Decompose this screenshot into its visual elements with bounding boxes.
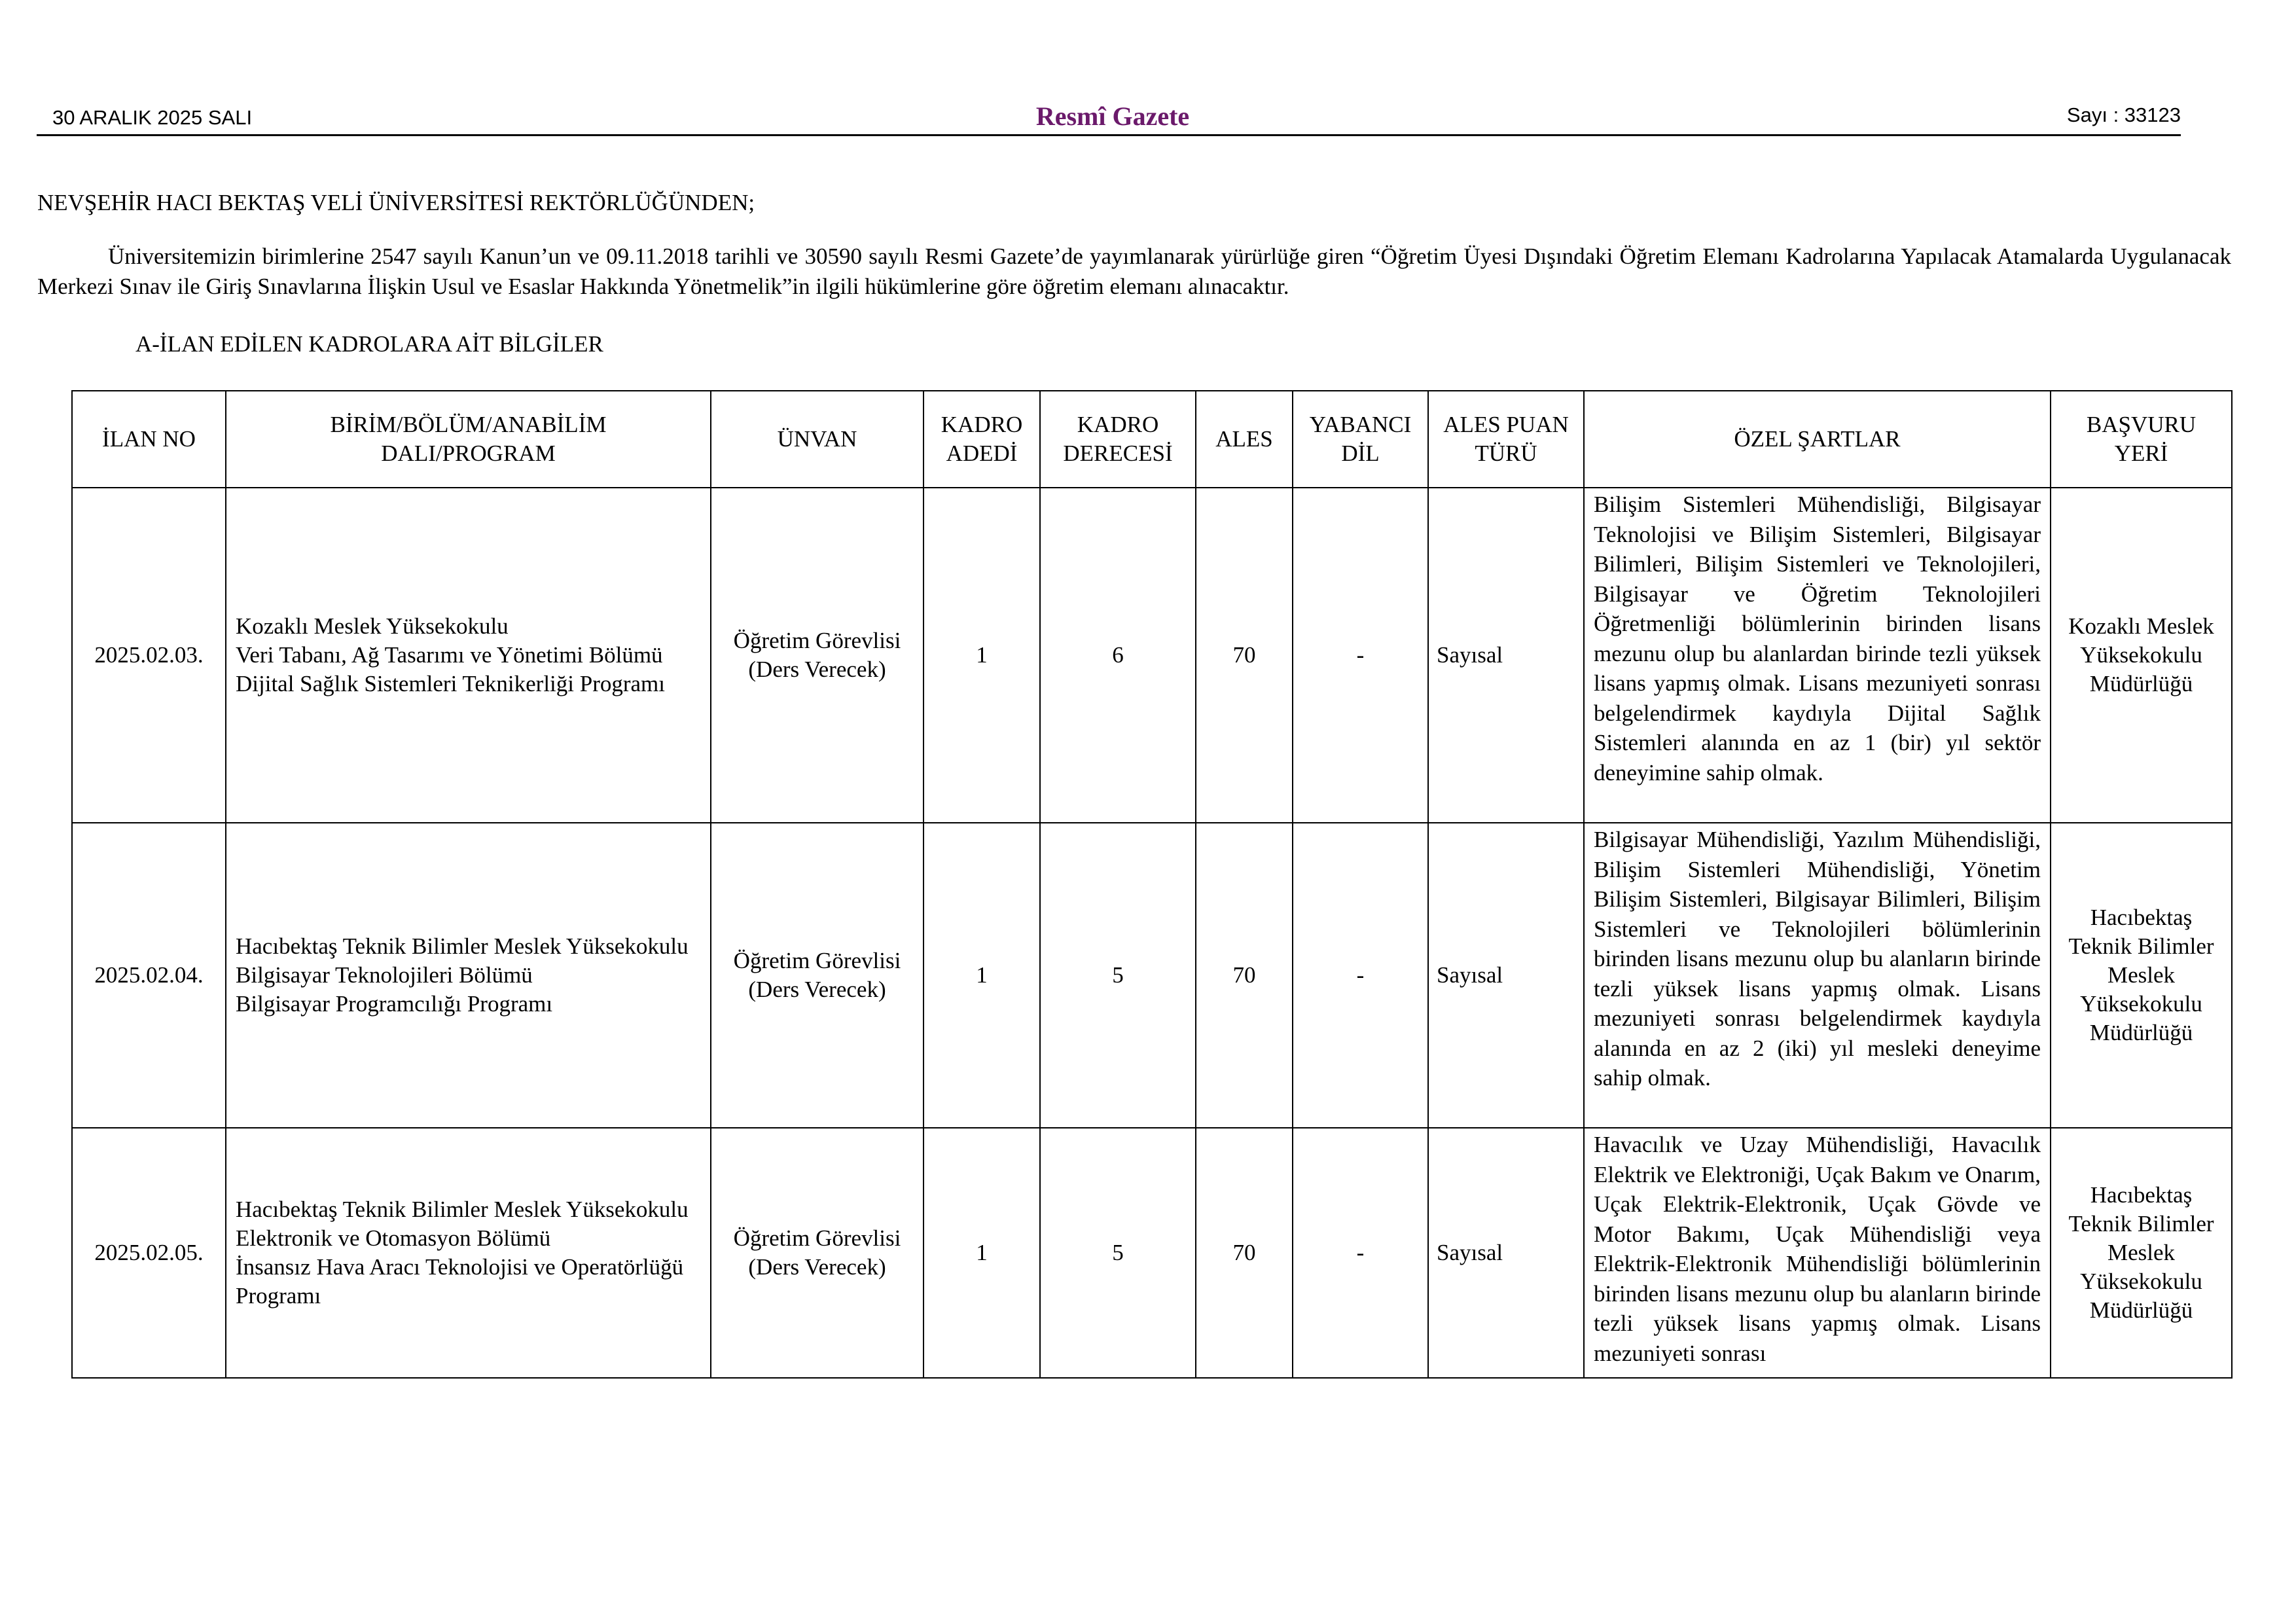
col-unvan: ÜNVAN	[711, 391, 924, 488]
cell-ales: 70	[1196, 1128, 1293, 1378]
header-title: Resmî Gazete	[1035, 101, 1190, 131]
cell-basvuru-yeri: Hacıbektaş Teknik Bilimler Meslek Yüksekokulu Müdürlüğü	[2051, 1128, 2232, 1378]
cell-unvan: Öğretim Görevlisi (Ders Verecek)	[711, 823, 924, 1128]
cell-ilan-no: 2025.02.03.	[72, 488, 226, 823]
positions-table	[71, 390, 2233, 1379]
cell-unvan: Öğretim Görevlisi (Ders Verecek)	[711, 1128, 924, 1378]
col-yabanci-dil: YABANCI DİL	[1293, 391, 1428, 488]
header-issue: Sayı : 33123	[2066, 103, 2181, 126]
cell-ales-puan-turu: Sayısal	[1428, 1128, 1584, 1378]
cell-yabanci-dil: -	[1293, 823, 1428, 1128]
col-kadro-adedi: KADRO ADEDİ	[924, 391, 1040, 488]
table-row	[72, 1128, 2232, 1378]
cell-ozel-sartlar: Havacılık ve Uzay Mühendisliği, Havacılık Elektrik ve Elektroniği, Uçak Bakım ve Onarım, Uçak Elektrik-Elektronik, Uçak Gövde ve Motor Bakımı, Uçak Mühendisliği veya Elektrik-Elektronik Mühendisliği bölümlerinin birinden lisans mezunu olup bu alanların birinde tezli yüksek lisans yapmış olmak. Lisans mezuniyeti sonrası	[1584, 1128, 2051, 1378]
col-birim: BİRİM/BÖLÜM/ANABİLİM DALI/PROGRAM	[226, 391, 711, 488]
cell-yabanci-dil: -	[1293, 488, 1428, 823]
cell-kadro-adedi: 1	[924, 1128, 1040, 1378]
cell-ilan-no: 2025.02.05.	[72, 1128, 226, 1378]
table-row	[72, 488, 2232, 823]
cell-kadro-derecesi: 5	[1040, 1128, 1196, 1378]
col-kadro-derecesi: KADRO DERECESİ	[1040, 391, 1196, 488]
cell-ilan-no: 2025.02.04.	[72, 823, 226, 1128]
intro-paragraph: Üniversitemizin birimlerine 2547 sayılı Kanun’un ve 09.11.2018 tarihli ve 30590 sayılı Resmi Gazete’de yayımlanarak yürürlüğe giren “Öğretim Üyesi Dışındaki Öğretim Elemanı Kadrolarına Yapılacak Atamalarda Uygulanacak Merkezi Sınav ile Giriş Sınavlarına İlişkin Usul ve Esaslar Hakkında Yönetmelik”in ilgili hükümlerine göre öğretim elemanı alınacaktır.	[37, 244, 2231, 299]
cell-ales: 70	[1196, 488, 1293, 823]
cell-ales-puan-turu: Sayısal	[1428, 823, 1584, 1128]
cell-kadro-adedi: 1	[924, 823, 1040, 1128]
header-rule	[37, 134, 2181, 136]
cell-kadro-adedi: 1	[924, 488, 1040, 823]
cell-kadro-derecesi: 5	[1040, 823, 1196, 1128]
cell-yabanci-dil: -	[1293, 1128, 1428, 1378]
cell-ales-puan-turu: Sayısal	[1428, 488, 1584, 823]
section-title: A-İLAN EDİLEN KADROLARA AİT BİLGİLER	[135, 331, 603, 357]
col-basvuru-yeri: BAŞVURU YERİ	[2051, 391, 2232, 488]
cell-birim: Hacıbektaş Teknik Bilimler Meslek Yüksekokulu Elektronik ve Otomasyon Bölümü İnsansız Hava Aracı Teknolojisi ve Operatörlüğü Programı	[226, 1128, 711, 1378]
cell-unvan: Öğretim Görevlisi (Ders Verecek)	[711, 488, 924, 823]
cell-birim: Kozaklı Meslek Yüksekokulu Veri Tabanı, Ağ Tasarımı ve Yönetimi Bölümü Dijital Sağlık Sistemleri Teknikerliği Programı	[226, 488, 711, 823]
table-header-row	[72, 391, 2232, 488]
col-ales-puan-turu: ALES PUAN TÜRÜ	[1428, 391, 1584, 488]
col-ilan-no: İLAN NO	[72, 391, 226, 488]
cell-basvuru-yeri: Hacıbektaş Teknik Bilimler Meslek Yüksekokulu Müdürlüğü	[2051, 823, 2232, 1128]
col-ozel-sartlar: ÖZEL ŞARTLAR	[1584, 391, 2051, 488]
cell-ozel-sartlar: Bilgisayar Mühendisliği, Yazılım Mühendisliği, Bilişim Sistemleri Mühendisliği, Yönetim Bilişim Sistemleri, Bilgisayar Bilimleri, Bilişim Sistemleri ve Teknolojileri bölümlerinin birinden lisans mezunu olup bu alanların birinde tezli yüksek lisans yapmış olmak. Lisans mezuniyeti sonrası belgelendirmek kaydıyla alanında en az 2 (iki) yıl mesleki deneyime sahip olmak.	[1584, 823, 2051, 1128]
issuer: NEVŞEHİR HACI BEKTAŞ VELİ ÜNİVERSİTESİ REKTÖRLÜĞÜNDEN;	[37, 190, 755, 215]
cell-ozel-sartlar: Bilişim Sistemleri Mühendisliği, Bilgisayar Teknolojisi ve Bilişim Sistemleri, Bilgisayar Bilimleri, Bilişim Sistemleri ve Teknolojileri, Bilgisayar ve Öğretim Teknolojileri Öğretmenliği bölümlerinin birinden lisans mezunu olup bu alanlardan birinde tezli yüksek lisans yapmış olmak. Lisans mezuniyeti sonrası belgelendirmek kaydıyla Dijital Sağlık Sistemleri alanında en az 1 (bir) yıl sektör deneyimine sahip olmak.	[1584, 488, 2051, 823]
cell-kadro-derecesi: 6	[1040, 488, 1196, 823]
cell-basvuru-yeri: Kozaklı Meslek Yüksekokulu Müdürlüğü	[2051, 488, 2232, 823]
cell-ales: 70	[1196, 823, 1293, 1128]
col-ales: ALES	[1196, 391, 1293, 488]
table-row	[72, 823, 2232, 1128]
header-date: 30 ARALIK 2025 SALI	[52, 106, 253, 129]
cell-birim: Hacıbektaş Teknik Bilimler Meslek Yüksekokulu Bilgisayar Teknolojileri Bölümü Bilgisayar Programcılığı Programı	[226, 823, 711, 1128]
